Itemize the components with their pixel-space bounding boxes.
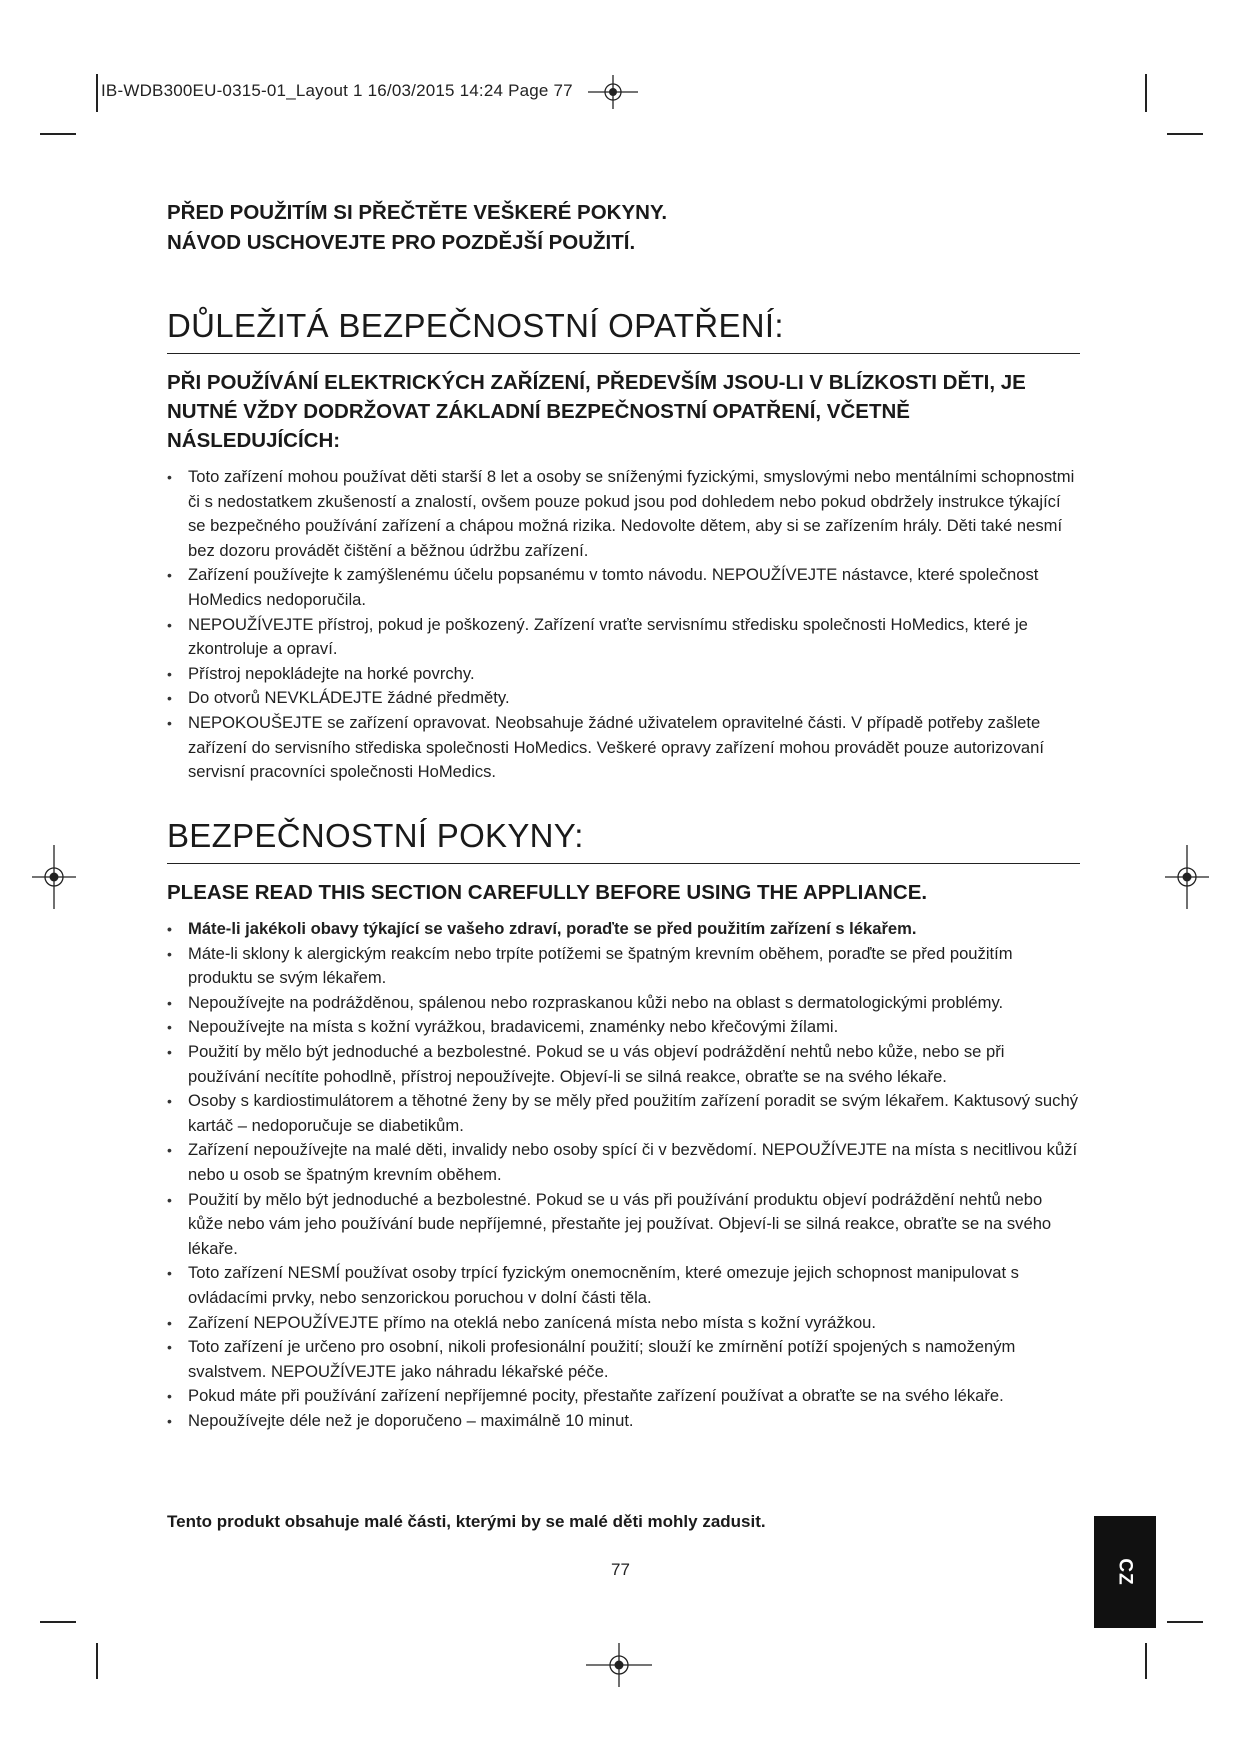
list-item: • Do otvorů NEVKLÁDEJTE žádné předměty. [167, 686, 1080, 711]
language-tab [1094, 1516, 1156, 1628]
bullet-list [167, 917, 1080, 1433]
section-title: BEZPEČNOSTNÍ POKYNY: [167, 817, 1080, 864]
list-item: • Přístroj nepokládejte na horké povrchy. [167, 662, 1080, 687]
list-item: • Osoby s kardiostimulátorem a těhotné ženy by se měly před použitím zařízení poradit se svým lékařem. Kaktusový suchý kartáč – nedoporučuje se diabetikům. [167, 1089, 1080, 1138]
intro-line-2: NÁVOD USCHOVEJTE PRO POZDĚJŠÍ POUŽITÍ. [167, 231, 636, 254]
list-item: • Toto zařízení mohou používat děti starší 8 let a osoby se sníženými fyzickými, smyslovými nebo mentálními schopnostmi či s nedostatkem zkušeností a znalostí, ovšem pouze pokud jsou pod dohledem nebo pokud obdržely instrukce týkající se bezpečného používání zařízení a chápou možná rizika. Nedovolte dětem, aby si se zařízením hrály. Děti také nesmí bez dozoru provádět čištění a běžnou údržbu zařízení. [167, 465, 1080, 563]
crop-mark [40, 1621, 76, 1623]
intro-line-1: PŘED POUŽITÍM SI PŘEČTĚTE VEŠKERÉ POKYNY. [167, 201, 668, 224]
bullet-list [167, 465, 1080, 785]
crop-mark [96, 74, 98, 112]
list-item: • Pokud máte při používání zařízení nepříjemné pocity, přestaňte zařízení používat a obraťte se na svého lékaře. [167, 1384, 1080, 1409]
list-item: • Zařízení nepoužívejte na malé děti, invalidy nebo osoby spící či v bezvědomí. NEPOUŽÍVEJTE na místa s necitlivou kůží nebo u osob se špatným krevním oběhem. [167, 1138, 1080, 1187]
list-item: • Použití by mělo být jednoduché a bezbolestné. Pokud se u vás objeví podráždění nehtů nebo kůže, nebo se při používání necítíte pohodlně, přístroj nepoužívejte. Objeví-li se silná reakce, obraťte se na svého lékaře. [167, 1040, 1080, 1089]
section-safety-instructions [167, 817, 1080, 1433]
registration-mark-bottom [586, 1643, 652, 1687]
list-item: • Máte-li jakékoli obavy týkající se vašeho zdraví, poraďte se před použitím zařízení s lékařem. [167, 917, 1080, 942]
list-item: • Toto zařízení je určeno pro osobní, nikoli profesionální použití; slouží ke zmírnění potíží spojených s namoženým svalstvem. NEPOUŽÍVEJTE jako náhradu lékařské péče. [167, 1335, 1080, 1384]
registration-mark-right [1165, 845, 1209, 909]
print-slug: IB-WDB300EU-0315-01_Layout 1 16/03/2015 14:24 Page 77 [101, 81, 573, 100]
list-item: • NEPOKOUŠEJTE se zařízení opravovat. Neobsahuje žádné uživatelem opravitelné části. V případě potřeby zašlete zařízení do servisního střediska společnosti HoMedics. Veškeré opravy zařízení mohou provádět pouze autorizovaní servisní pracovníci společnosti HoMedics. [167, 711, 1080, 785]
list-item: • Použití by mělo být jednoduché a bezbolestné. Pokud se u vás při používání produktu objeví podráždění nehtů nebo kůže nebo vám jeho používání bude nepříjemné, přestaňte jej používat. Objeví-li se silná reakce, obraťte se na svého lékaře. [167, 1188, 1080, 1262]
list-item: • Toto zařízení NESMÍ používat osoby trpící fyzickým onemocněním, které omezuje jejich schopnost manipulovat s ovládacími prvky, nebo senzorickou poruchou v dolní části těla. [167, 1261, 1080, 1310]
choking-warning: Tento produkt obsahuje malé části, kterými by se malé děti mohly zadusit. [167, 1512, 766, 1531]
section-title: DŮLEŽITÁ BEZPEČNOSTNÍ OPATŘENÍ: [167, 307, 1080, 354]
section-important-safeguards [167, 307, 1080, 785]
list-item: • Zařízení NEPOUŽÍVEJTE přímo na oteklá nebo zanícená místa nebo místa s kožní vyrážkou. [167, 1311, 1080, 1336]
registration-mark-left [32, 845, 76, 909]
crop-mark [40, 133, 76, 135]
crop-mark [1167, 133, 1203, 135]
crop-mark [96, 1643, 98, 1679]
intro-block [167, 198, 1080, 258]
section-subheading: PŘI POUŽÍVÁNÍ ELEKTRICKÝCH ZAŘÍZENÍ, PŘEDEVŠÍM JSOU-LI V BLÍZKOSTI DĚTI, JE NUTNÉ VŽDY DODRŽOVAT ZÁKLADNÍ BEZPEČNOSTNÍ OPATŘENÍ, VČETNĚ NÁSLEDUJÍCÍCH: [167, 371, 1026, 452]
list-item: • NEPOUŽÍVEJTE přístroj, pokud je poškozený. Zařízení vraťte servisnímu středisku společnosti HoMedics, které je zkontroluje a opraví. [167, 613, 1080, 662]
section-subheading: PLEASE READ THIS SECTION CAREFULLY BEFORE USING THE APPLIANCE. [167, 881, 928, 904]
page-number: 77 [611, 1560, 630, 1579]
registration-mark-top [588, 75, 638, 109]
list-item: • Zařízení používejte k zamýšlenému účelu popsanému v tomto návodu. NEPOUŽÍVEJTE nástavce, které společnost HoMedics nedoporučila. [167, 563, 1080, 612]
list-item: • Nepoužívejte na místa s kožní vyrážkou, bradavicemi, znaménky nebo křečovými žílami. [167, 1015, 1080, 1040]
list-item: • Nepoužívejte na podrážděnou, spálenou nebo rozpraskanou kůži nebo na oblast s dermatologickými problémy. [167, 991, 1080, 1016]
language-tab-label: CZ [1114, 1558, 1136, 1586]
crop-mark [1167, 1621, 1203, 1623]
crop-mark [1145, 74, 1147, 112]
crop-mark [1145, 1643, 1147, 1679]
list-item: • Máte-li sklony k alergickým reakcím nebo trpíte potížemi se špatným krevním oběhem, poraďte se před použitím produktu se svým lékařem. [167, 942, 1080, 991]
list-item: • Nepoužívejte déle než je doporučeno – maximálně 10 minut. [167, 1409, 1080, 1434]
